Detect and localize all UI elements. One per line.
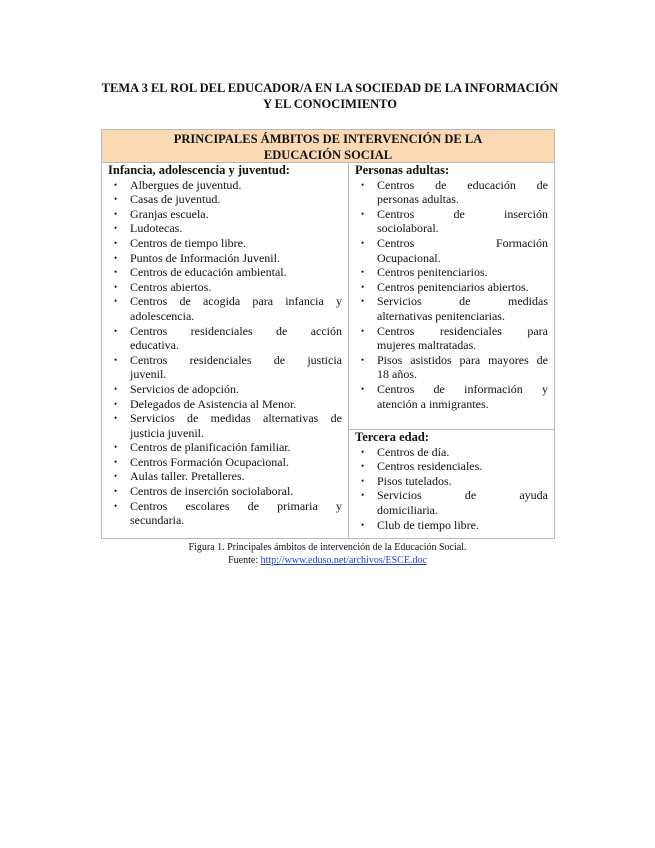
list-item: • Centros de información y bbox=[355, 382, 548, 397]
list-item: • Centros de educación de bbox=[355, 178, 548, 193]
source-label: Fuente: bbox=[228, 555, 261, 566]
list-item: • Centros escolares de primaria y bbox=[108, 499, 342, 514]
list-item-continuation: justicia juvenil. bbox=[130, 425, 204, 440]
figure-caption bbox=[80, 541, 575, 567]
list-item: • Centros de inserción sociolaboral. bbox=[108, 484, 342, 499]
list-item-continuation: atención a inmigrantes. bbox=[377, 396, 489, 411]
list-item: • Centros Formación bbox=[355, 236, 548, 251]
list-item: • Centros abiertos. bbox=[108, 280, 342, 295]
source-link[interactable]: http://www.eduso.net/archivos/ESCE.doc bbox=[260, 555, 427, 566]
list-item: • Granjas escuela. bbox=[108, 207, 342, 222]
list-item-continuation: educativa. bbox=[130, 338, 179, 353]
table-header-line-2: EDUCACIÓN SOCIAL bbox=[263, 147, 393, 162]
list-item: • Ludotecas. bbox=[108, 221, 342, 236]
list-item-continuation: 18 años. bbox=[377, 367, 417, 382]
list-item-continuation: domiciliaria. bbox=[377, 502, 438, 517]
list-item: • Centros residenciales para bbox=[355, 324, 548, 339]
list-item: • Centros de educación ambiental. bbox=[108, 265, 342, 280]
list-item: • Centros de acogida para infancia y bbox=[108, 294, 342, 309]
list-item: • Servicios de medidas alternativas de bbox=[108, 411, 342, 426]
youth-section bbox=[102, 163, 349, 538]
list-item-continuation: personas adultas. bbox=[377, 192, 459, 207]
table-header bbox=[102, 130, 554, 163]
caption-source bbox=[80, 554, 575, 567]
list-item: • Casas de juventud. bbox=[108, 192, 342, 207]
list-item-continuation: secundaria. bbox=[130, 513, 185, 528]
list-item: • Centros residenciales de justicia bbox=[108, 353, 342, 368]
list-item-continuation: Ocupacional. bbox=[377, 250, 441, 265]
list-item: • Servicios de adopción. bbox=[108, 382, 342, 397]
list-item-continuation: mujeres maltratadas. bbox=[377, 338, 477, 353]
list-item: • Centros de inserción bbox=[355, 207, 548, 222]
list-item: • Centros Formación Ocupacional. bbox=[108, 455, 342, 470]
list-item: • Centros de planificación familiar. bbox=[108, 440, 342, 455]
list-item: • Albergues de juventud. bbox=[108, 178, 342, 193]
list-item: • Club de tiempo libre. bbox=[355, 518, 548, 533]
adults-section bbox=[349, 163, 554, 429]
intervention-areas-table bbox=[101, 129, 555, 539]
adults-heading: Personas adultas: bbox=[355, 163, 450, 177]
table-header-line-1: PRINCIPALES ÁMBITOS DE INTERVENCIÓN DE LA bbox=[173, 132, 483, 146]
list-item: • Centros residenciales de acción bbox=[108, 324, 342, 339]
list-item: • Centros penitenciarios abiertos. bbox=[355, 280, 548, 295]
document-title-line-2: Y EL CONOCIMIENTO bbox=[262, 97, 398, 111]
youth-list bbox=[108, 178, 342, 528]
elderly-section bbox=[349, 429, 554, 538]
elderly-heading: Tercera edad: bbox=[355, 430, 429, 444]
youth-heading: Infancia, adolescencia y juventud: bbox=[108, 163, 290, 177]
list-item: • Delegados de Asistencia al Menor. bbox=[108, 397, 342, 412]
list-item-continuation: sociolaboral. bbox=[377, 221, 439, 236]
list-item: • Centros de tiempo libre. bbox=[108, 236, 342, 251]
list-item: • Aulas taller. Pretalleres. bbox=[108, 469, 342, 484]
document-title bbox=[80, 80, 580, 112]
list-item: • Centros penitenciarios. bbox=[355, 265, 548, 280]
list-item: • Pisos tutelados. bbox=[355, 474, 548, 489]
list-item: • Centros residenciales. bbox=[355, 459, 548, 474]
elderly-list bbox=[355, 445, 548, 533]
list-item: • Pisos asistidos para mayores de bbox=[355, 353, 548, 368]
adults-list bbox=[355, 178, 548, 412]
list-item-continuation: adolescencia. bbox=[130, 308, 195, 323]
list-item: • Centros de día. bbox=[355, 445, 548, 460]
list-item-continuation: juvenil. bbox=[130, 367, 167, 382]
caption-text: Figura 1. Principales ámbitos de intervención de la Educación Social. bbox=[188, 542, 467, 553]
list-item: • Puntos de Información Juvenil. bbox=[108, 251, 342, 266]
list-item: • Servicios de medidas bbox=[355, 294, 548, 309]
list-item: • Servicios de ayuda bbox=[355, 488, 548, 503]
list-item-continuation: alternativas penitenciarias. bbox=[377, 308, 505, 323]
document-title-line-1: TEMA 3 EL ROL DEL EDUCADOR/A EN LA SOCIEDAD DE LA INFORMACIÓN bbox=[101, 81, 559, 95]
